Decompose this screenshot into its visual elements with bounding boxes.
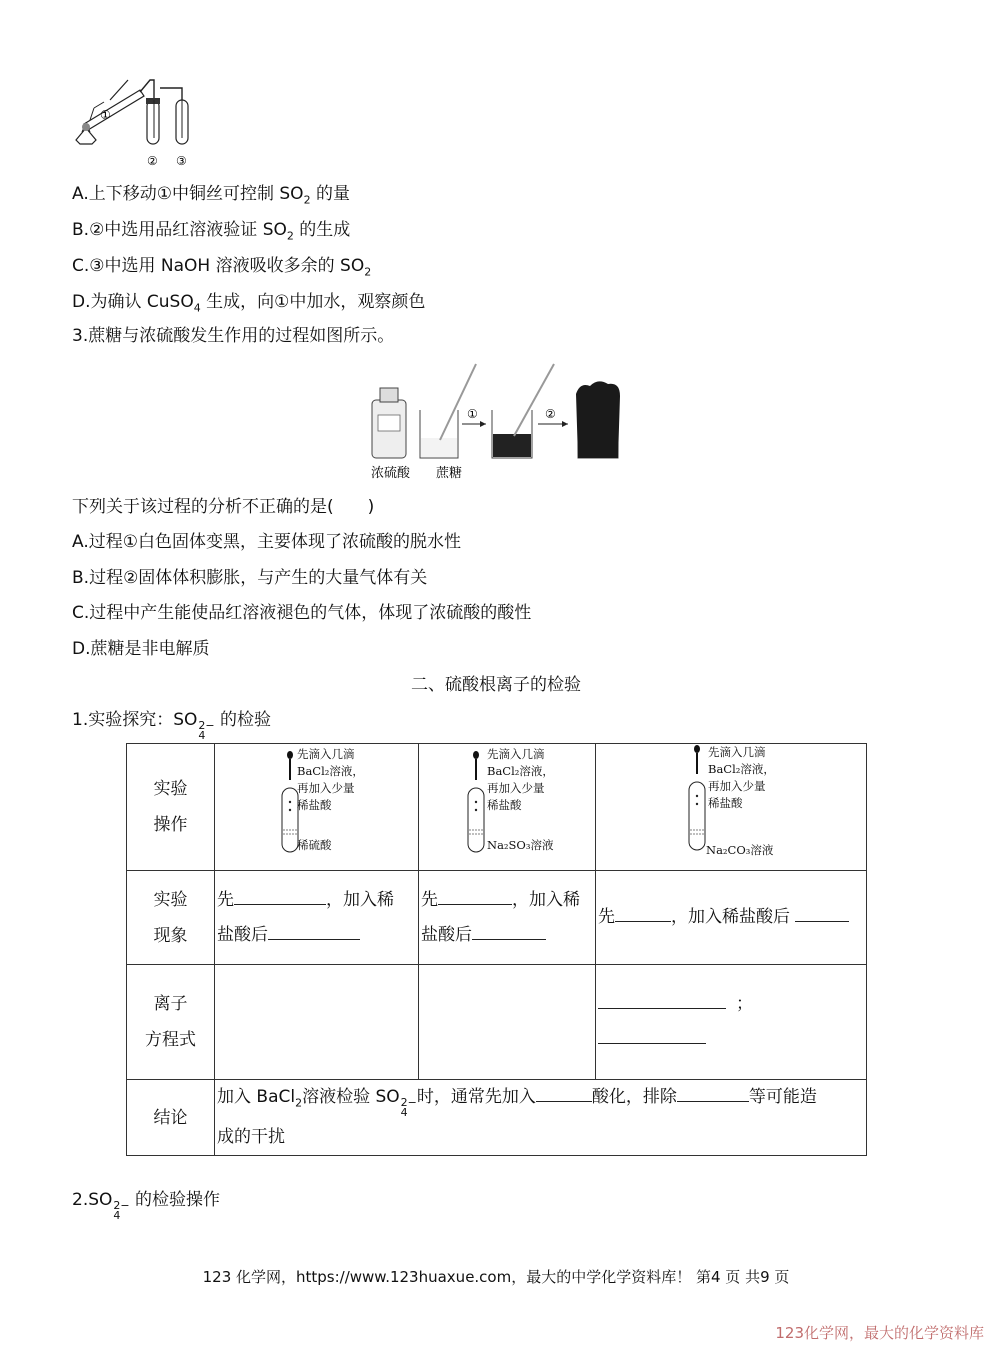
q2-option-b-sub: 2 xyxy=(286,229,294,243)
head-equation-line2: 方程式 xyxy=(145,1030,196,1050)
row-equation xyxy=(127,965,867,1080)
eq3-blank-2[interactable] xyxy=(598,1027,706,1044)
q3-option-a: A.过程①白色固体变黑，主要体现了浓硫酸的脱水性 xyxy=(72,532,461,552)
eq-cell-3 xyxy=(596,965,867,1080)
exp2-title-pre: 2.SO xyxy=(72,1190,113,1210)
tube3-solution: Na₂CO₃溶液 xyxy=(706,843,774,857)
eq3-separator: ； xyxy=(736,994,753,1014)
concl-p4: 酸化，排除 xyxy=(591,1087,677,1107)
tube3-label-4: 稀盐酸 xyxy=(708,796,743,810)
head-operation-line1: 实验 xyxy=(153,779,188,799)
concl-p6: 成的干扰 xyxy=(217,1127,285,1148)
q2-option-b-pre: B.②中选用品红溶液验证 SO xyxy=(72,220,287,240)
phen1-mid: ，加入稀 xyxy=(326,889,394,910)
q2-option-d xyxy=(72,290,425,320)
q2-option-c-pre: C.③中选用 NaOH 溶液吸收多余的 SO xyxy=(72,256,365,276)
row-operation xyxy=(127,744,867,871)
concl-blank-1[interactable] xyxy=(536,1085,592,1102)
tube1-label-2: BaCl₂溶液， xyxy=(297,764,364,778)
q3-option-b: B.过程②固体体积膨胀，与产生的大量气体有关 xyxy=(72,568,428,588)
tube2-label-2: BaCl₂溶液， xyxy=(487,764,554,778)
concl-p1: 加入 BaCl xyxy=(217,1087,296,1107)
phen2-post: 盐酸后 xyxy=(421,924,472,945)
phen3-pre: 先 xyxy=(598,907,615,927)
q3-stem: 3.蔗糖与浓硫酸发生作用的过程如图所示。 xyxy=(72,326,395,346)
phen2-pre: 先 xyxy=(421,889,438,910)
concl-blank-2[interactable] xyxy=(677,1085,749,1102)
q2-option-b-post: 的生成 xyxy=(293,220,351,240)
tube1-label-4: 稀盐酸 xyxy=(297,798,332,812)
watermark: 123化学网，最大的化学资料库 xyxy=(775,1324,984,1342)
row-phenomenon xyxy=(127,871,867,965)
tube3-label-2: BaCl₂溶液， xyxy=(708,762,775,776)
phen1-blank-2[interactable] xyxy=(268,923,360,940)
phen-cell-3 xyxy=(596,871,867,965)
q2-option-a xyxy=(72,182,350,212)
head-operation xyxy=(127,744,215,871)
page-footer: 123 化学网，https://www.123huaxue.com，最大的中学化学资料库！ 第4 页 共9 页 xyxy=(202,1268,790,1286)
apparatus-label-2: ② xyxy=(147,154,158,168)
tube2-solution: Na₂SO₃溶液 xyxy=(487,838,554,852)
phen1-blank-1[interactable] xyxy=(234,888,326,905)
row-conclusion xyxy=(127,1080,867,1156)
phen3-blank-2[interactable] xyxy=(795,905,849,922)
fig-step1: ① xyxy=(467,407,478,421)
q2-option-d-sub: 4 xyxy=(193,301,201,315)
tube2-label-3: 再加入少量 xyxy=(487,781,545,795)
head-conclusion: 结论 xyxy=(127,1080,215,1156)
tube2-label-1: 先滴入几滴 xyxy=(487,747,545,761)
eq-cell-2 xyxy=(419,965,596,1080)
sugar-acid-figure xyxy=(368,360,633,485)
head-operation-line2: 操作 xyxy=(153,815,188,835)
q2-option-b xyxy=(72,218,350,248)
tube3-label-1: 先滴入几滴 xyxy=(708,745,766,759)
phen1-post: 盐酸后 xyxy=(217,924,268,945)
exp2-title-post: 的检验操作 xyxy=(129,1190,221,1210)
tube1-label-1: 先滴入几滴 xyxy=(297,747,355,761)
tube3-label-3: 再加入少量 xyxy=(708,779,766,793)
conclusion-cell xyxy=(215,1080,867,1156)
op-cell-1 xyxy=(215,744,419,871)
q2-option-d-pre: D.为确认 CuSO xyxy=(72,292,194,312)
op-cell-3 xyxy=(596,744,867,871)
exp2-title-sup: 2− xyxy=(113,1199,130,1212)
eq3-blank-1[interactable] xyxy=(598,992,726,1009)
exp2-title xyxy=(72,1188,221,1222)
head-phenomenon-line2: 现象 xyxy=(153,925,188,946)
q2-option-a-pre: A.上下移动①中铜丝可控制 SO xyxy=(72,184,304,204)
concl-p1-sub: 2 xyxy=(295,1096,303,1110)
phen2-mid: ，加入稀 xyxy=(512,889,580,910)
apparatus-label-3: ③ xyxy=(176,154,187,168)
apparatus-label-1: ① xyxy=(100,108,111,122)
q2-option-a-post: 的量 xyxy=(310,184,350,204)
phen3-blank-1[interactable] xyxy=(615,905,671,922)
fig-label-sugar: 蔗糖 xyxy=(436,466,463,481)
phen-cell-2 xyxy=(419,871,596,965)
concl-ion-sup: 2− xyxy=(400,1096,417,1109)
tube2-label-4: 稀盐酸 xyxy=(487,798,522,812)
apparatus-figure xyxy=(70,70,210,170)
head-equation-line1: 离子 xyxy=(153,994,188,1014)
eq-cell-1 xyxy=(215,965,419,1080)
q2-option-a-sub: 2 xyxy=(303,193,311,207)
concl-p5: 等可能造 xyxy=(748,1087,817,1107)
exp1-title-sup: 2− xyxy=(198,719,215,732)
exp1-title xyxy=(72,708,272,742)
phen-cell-1 xyxy=(215,871,419,965)
exp1-title-sub: 4 xyxy=(198,729,206,742)
phen2-blank-2[interactable] xyxy=(472,923,546,940)
q2-option-d-post: 生成，向①中加水，观察颜色 xyxy=(200,292,426,312)
q3-question: 下列关于该过程的分析不正确的是( ) xyxy=(72,497,375,517)
head-equation xyxy=(127,965,215,1080)
tube1-label-3: 再加入少量 xyxy=(297,781,355,795)
op-cell-2 xyxy=(419,744,596,871)
exp2-title-sub: 4 xyxy=(113,1209,121,1222)
q3-option-c: C.过程中产生能使品红溶液褪色的气体，体现了浓硫酸的酸性 xyxy=(72,603,532,623)
phen2-blank-1[interactable] xyxy=(438,888,512,905)
exp1-title-pre: 1.实验探究：SO xyxy=(72,710,198,730)
exp1-title-post: 的检验 xyxy=(214,710,272,730)
q2-option-c-sub: 2 xyxy=(364,265,372,279)
experiment-table xyxy=(126,743,867,1156)
phen3-mid: ，加入稀盐酸后 xyxy=(671,907,790,927)
head-phenomenon-line1: 实验 xyxy=(153,889,188,910)
section-title: 二、硫酸根离子的检验 xyxy=(411,675,581,695)
q2-option-c xyxy=(72,254,371,284)
phen1-pre: 先 xyxy=(217,889,234,910)
concl-p2: 溶液检验 SO xyxy=(302,1087,400,1107)
head-phenomenon xyxy=(127,871,215,965)
fig-label-acid: 浓硫酸 xyxy=(371,466,411,481)
concl-p3: 时，通常先加入 xyxy=(416,1087,536,1107)
concl-ion-sub: 4 xyxy=(400,1106,408,1119)
tube1-solution: 稀硫酸 xyxy=(297,838,332,852)
q3-option-d: D.蔗糖是非电解质 xyxy=(72,639,210,659)
fig-step2: ② xyxy=(545,407,556,421)
